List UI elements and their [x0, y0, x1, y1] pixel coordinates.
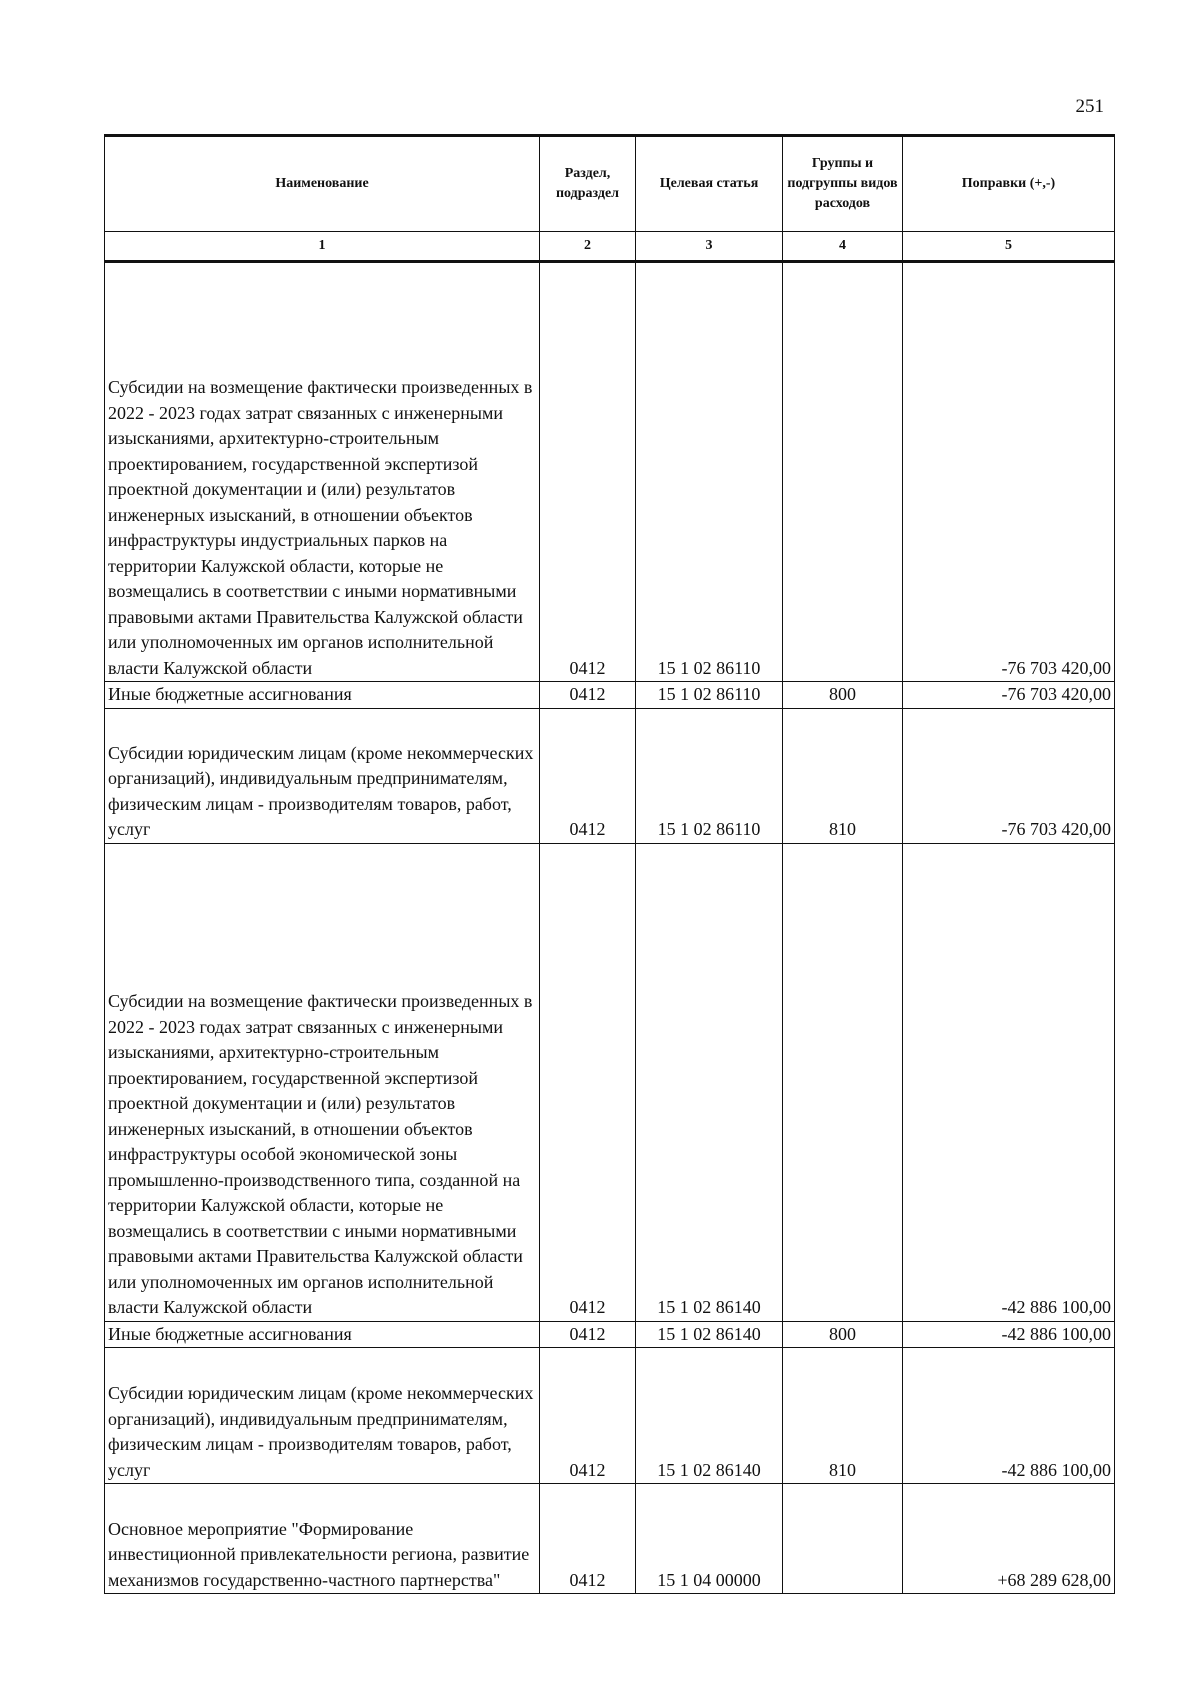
column-number: 1 — [105, 232, 540, 262]
row-section: 0412 — [540, 682, 636, 709]
row-name: Субсидии на возмещение фактически произведенных в 2022 - 2023 годах затрат связанных с инженерными изысканиями, архитектурно-строительным проектированием, государственной экспертизой проектной документации и (или) результатов инженерных изысканий, в отношении объектов инфраструктуры особой экономической зоны промышленно-производственного типа, созданной на территории Калужской области, которые не возмещались в соответствии с иными нормативными правовыми актами Правительства Калужской области или уполномоченных им органов исполнительной власти Калужской области — [105, 843, 540, 1321]
row-amount: -76 703 420,00 — [903, 708, 1115, 843]
row-group: 810 — [783, 708, 903, 843]
row-group: 800 — [783, 1321, 903, 1348]
row-target: 15 1 02 86140 — [636, 1348, 783, 1484]
row-target: 15 1 04 00000 — [636, 1484, 783, 1594]
page-number: 251 — [1075, 96, 1104, 117]
row-group: 800 — [783, 682, 903, 709]
row-target: 15 1 02 86140 — [636, 843, 783, 1321]
row-name: Субсидии юридическим лицам (кроме некоммерческих организаций), индивидуальным предпринимателям, физическим лицам - производителям товаров, работ, услуг — [105, 708, 540, 843]
row-name: Иные бюджетные ассигнования — [105, 1321, 540, 1348]
table-row — [105, 1484, 1115, 1594]
column-number: 2 — [540, 232, 636, 262]
header-name: Наименование — [105, 136, 540, 232]
table-row — [105, 843, 1115, 1321]
column-number: 4 — [783, 232, 903, 262]
header-row — [105, 136, 1115, 232]
header-amount: Поправки (+,-) — [903, 136, 1115, 232]
table-row — [105, 1348, 1115, 1484]
row-target: 15 1 02 86140 — [636, 1321, 783, 1348]
row-section: 0412 — [540, 1321, 636, 1348]
table-row — [105, 682, 1115, 709]
row-group — [783, 1484, 903, 1594]
row-amount: -42 886 100,00 — [903, 1348, 1115, 1484]
column-number: 3 — [636, 232, 783, 262]
row-target: 15 1 02 86110 — [636, 682, 783, 709]
row-amount: -76 703 420,00 — [903, 262, 1115, 682]
row-amount: -42 886 100,00 — [903, 1321, 1115, 1348]
row-name: Основное мероприятие "Формирование инвестиционной привлекательности региона, развитие механизмов государственно-частного партнерства" — [105, 1484, 540, 1594]
row-amount: -42 886 100,00 — [903, 843, 1115, 1321]
row-section: 0412 — [540, 708, 636, 843]
row-name: Иные бюджетные ассигнования — [105, 682, 540, 709]
row-section: 0412 — [540, 262, 636, 682]
row-target: 15 1 02 86110 — [636, 708, 783, 843]
row-name: Субсидии на возмещение фактически произведенных в 2022 - 2023 годах затрат связанных с инженерными изысканиями, архитектурно-строительным проектированием, государственной экспертизой проектной документации и (или) результатов инженерных изысканий, в отношении объектов инфраструктуры индустриальных парков на территории Калужской области, которые не возмещались в соответствии с иными нормативными правовыми актами Правительства Калужской области или уполномоченных им органов исполнительной власти Калужской области — [105, 262, 540, 682]
row-name: Субсидии юридическим лицам (кроме некоммерческих организаций), индивидуальным предпринимателям, физическим лицам - производителям товаров, работ, услуг — [105, 1348, 540, 1484]
row-section: 0412 — [540, 1484, 636, 1594]
row-group — [783, 262, 903, 682]
table-row — [105, 262, 1115, 682]
header-target: Целевая статья — [636, 136, 783, 232]
table-row — [105, 708, 1115, 843]
budget-table — [104, 134, 1115, 1594]
table-row — [105, 1321, 1115, 1348]
row-amount: -76 703 420,00 — [903, 682, 1115, 709]
row-section: 0412 — [540, 843, 636, 1321]
column-number-row — [105, 232, 1115, 262]
row-group: 810 — [783, 1348, 903, 1484]
row-section: 0412 — [540, 1348, 636, 1484]
row-target: 15 1 02 86110 — [636, 262, 783, 682]
column-number: 5 — [903, 232, 1115, 262]
row-group — [783, 843, 903, 1321]
row-amount: +68 289 628,00 — [903, 1484, 1115, 1594]
header-groups: Группы и подгруппы видов расходов — [783, 136, 903, 232]
header-section: Раздел, подраздел — [540, 136, 636, 232]
